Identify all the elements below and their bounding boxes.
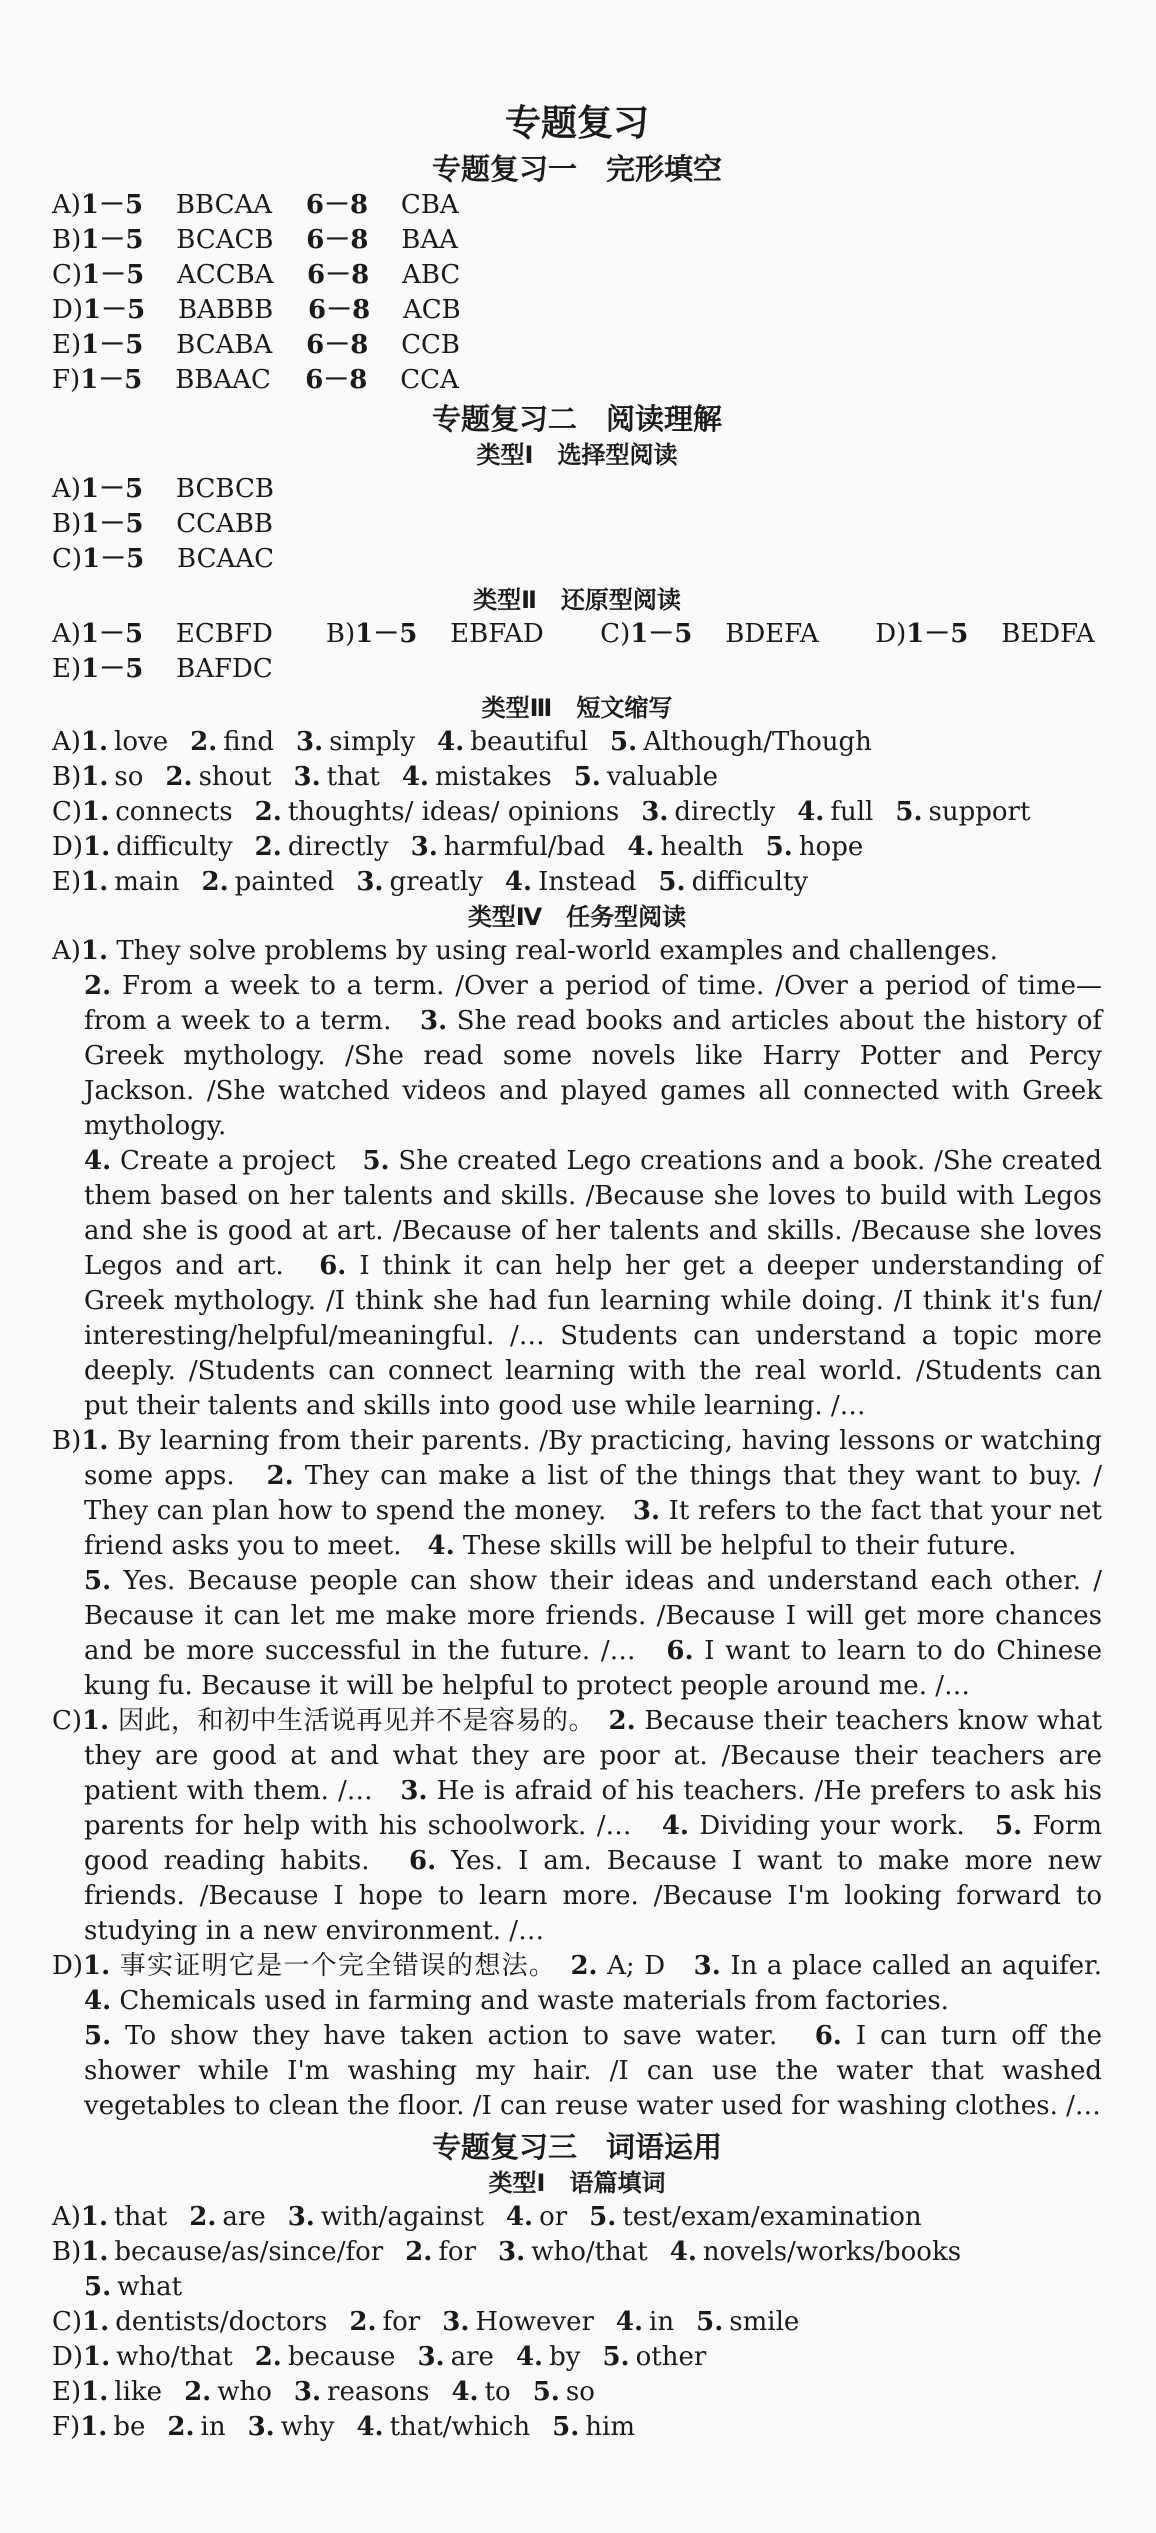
range-label: 1－5 bbox=[80, 365, 143, 395]
item-label: D) bbox=[52, 2342, 83, 2372]
answer-line bbox=[52, 830, 1102, 865]
answer-word: that bbox=[114, 2202, 168, 2232]
answer-sentence: Form good reading habits. bbox=[84, 1811, 1102, 1876]
range-label: 6－8 bbox=[306, 225, 369, 255]
answer-word: novels/works/books bbox=[702, 2237, 962, 2267]
answer-paragraph bbox=[82, 1706, 1102, 1946]
item-number: 6. bbox=[814, 2021, 842, 2051]
item-label: A) bbox=[52, 474, 81, 504]
answer-line bbox=[52, 2200, 1102, 2235]
range-label: 6－8 bbox=[305, 365, 368, 395]
answer-line bbox=[52, 507, 1102, 542]
answer-paragraph bbox=[83, 1951, 1128, 2016]
item-number: 3. bbox=[442, 2307, 470, 2337]
answer-sentence: He is afraid of his teachers. /He prefers to ask his parents for help with his schoolwork. /… bbox=[84, 1776, 1102, 1841]
task-answer-D bbox=[52, 1949, 1128, 2019]
answer-word: love bbox=[114, 727, 169, 757]
answer-text: CCB bbox=[401, 330, 461, 360]
item-number: 4. bbox=[797, 797, 825, 827]
item-number: 4. bbox=[515, 2342, 544, 2372]
item-label: E) bbox=[52, 654, 82, 684]
answer-word: so bbox=[565, 2377, 595, 2407]
item-number: 5. bbox=[589, 2202, 617, 2232]
answer-sentence: Yes. I am. Because I want to make more new friends. /Because I hope to learn more. /Because I'm looking forward to studying in a new environment. /… bbox=[84, 1846, 1102, 1946]
item-number: 1. bbox=[81, 1426, 109, 1456]
answer-word: beautiful bbox=[470, 727, 589, 757]
answer-word: like bbox=[114, 2377, 163, 2407]
word-fill-answers bbox=[52, 2200, 1102, 2445]
answer-page bbox=[52, 100, 1128, 2445]
item-label: E) bbox=[52, 2377, 82, 2407]
item-number: 1. bbox=[83, 1951, 111, 1981]
range-label: 1－5 bbox=[81, 509, 144, 539]
answer-word: hope bbox=[798, 832, 864, 862]
answer-sentence: By learning from their parents. /By practicing, having lessons or watching some apps. bbox=[84, 1426, 1102, 1491]
item-number: 2. bbox=[165, 762, 193, 792]
item-label: B) bbox=[52, 509, 82, 539]
answer-word: shout bbox=[198, 762, 272, 792]
answer-text: CBA bbox=[400, 190, 459, 220]
item-number: 3. bbox=[296, 727, 324, 757]
answer-word: who/that bbox=[116, 2342, 233, 2372]
answer-word: mistakes bbox=[434, 762, 552, 792]
answer-word: Although/Though bbox=[643, 727, 872, 757]
item-number: 2. bbox=[570, 1951, 598, 1981]
answer-word: test/exam/examination bbox=[622, 2202, 922, 2232]
answer-word: what bbox=[117, 2272, 183, 2302]
item-number: 3. bbox=[400, 1776, 428, 1806]
answer-word: reasons bbox=[327, 2377, 430, 2407]
answer-word: directly bbox=[287, 832, 389, 862]
answer-word: smile bbox=[729, 2307, 800, 2337]
item-number: 1. bbox=[82, 1706, 110, 1736]
answer-word: However bbox=[475, 2307, 594, 2337]
summary-writing-answers bbox=[52, 725, 1102, 900]
answer-word: to bbox=[484, 2377, 511, 2407]
item-number: 4. bbox=[401, 762, 429, 792]
answer-sentence: Yes. Because people can show their ideas and understand each other. / Because it can let me make more friends. /Because I will get more chances and be more successful in the future. /… bbox=[84, 1566, 1102, 1666]
answer-paragraph bbox=[52, 1564, 1102, 1704]
item-number: 5. bbox=[84, 2272, 112, 2302]
item-label: D) bbox=[52, 1951, 83, 1981]
answer-sentence: I think it can help her get a deeper understanding of Greek mythology. /I think she had fun learning while doing. /I think it's fun/ interesting/helpful/meaningful. /… Students can understand a topic more deeply. /Students can connect learning with the real world. /Students can put their talents and skills into good use while learning. /… bbox=[84, 1251, 1102, 1421]
item-number: 1. bbox=[82, 2307, 110, 2337]
answer-line bbox=[52, 2305, 1102, 2340]
answer-word: find bbox=[223, 727, 275, 757]
task-answer-B bbox=[52, 1424, 1102, 1564]
answer-word: directly bbox=[674, 797, 776, 827]
answer-sentence: From a week to a term. /Over a period of time. /Over a period of time—from a week to a term. bbox=[84, 971, 1102, 1036]
item-number: 3. bbox=[632, 1496, 661, 1526]
range-label: 6－8 bbox=[308, 295, 371, 325]
item-number: 3. bbox=[417, 2342, 445, 2372]
answer-text: ACB bbox=[403, 295, 461, 325]
answer-sentence: They solve problems by using real-world examples and challenges. bbox=[108, 936, 998, 966]
answer-text: ECBFD bbox=[175, 619, 273, 649]
answer-word: with/against bbox=[320, 2202, 484, 2232]
answer-text: EBFAD bbox=[450, 619, 544, 649]
answer-word: so bbox=[114, 762, 144, 792]
answer-text: BCACB bbox=[176, 225, 274, 255]
item-number: 3. bbox=[693, 1951, 721, 1981]
item-number: 5. bbox=[602, 2342, 630, 2372]
answer-word: simply bbox=[329, 727, 416, 757]
answer-word: greatly bbox=[389, 867, 483, 897]
answer-word: thoughts/ ideas/ opinions bbox=[287, 797, 620, 827]
subheading-type-3: 类型Ⅲ 短文缩写 bbox=[481, 694, 673, 722]
answer-line bbox=[52, 2270, 1102, 2305]
range-label: 1－5 bbox=[82, 260, 145, 290]
answer-word: that/which bbox=[389, 2412, 531, 2442]
task-answer-C bbox=[52, 1704, 1102, 1949]
item-label: F) bbox=[52, 2412, 81, 2442]
item-label: F) bbox=[52, 365, 81, 395]
item-label: B) bbox=[325, 619, 356, 649]
answer-sentence: Because their teachers know what they are good at and what they are poor at. /Because their teachers are patient with them. /… bbox=[84, 1706, 1102, 1806]
item-number: 1. bbox=[81, 762, 109, 792]
item-number: 1. bbox=[80, 936, 109, 966]
range-label: 1－5 bbox=[80, 619, 144, 649]
item-number: 4. bbox=[661, 1811, 689, 1841]
range-label: 1－5 bbox=[630, 619, 693, 649]
answer-line bbox=[52, 760, 1102, 795]
subheading-type-2: 类型Ⅱ 还原型阅读 bbox=[473, 586, 681, 614]
item-label: C) bbox=[52, 2307, 83, 2337]
answer-sentence: These skills will be helpful to their future. bbox=[454, 1531, 1017, 1561]
answer-line bbox=[52, 617, 1102, 652]
item-number: 2. bbox=[184, 2377, 212, 2407]
answer-text: ABC bbox=[402, 260, 461, 290]
answer-word: valuable bbox=[606, 762, 718, 792]
item-label: B) bbox=[52, 762, 82, 792]
range-label: 6－8 bbox=[305, 190, 369, 220]
section-heading-reading: 专题复习二 阅读理解 bbox=[431, 402, 722, 436]
reading-choice-answers bbox=[52, 472, 1102, 577]
answer-word: connects bbox=[115, 797, 233, 827]
answer-sentence: 因此，和初中生活说再见并不是容易的。 bbox=[109, 1706, 609, 1736]
answer-word: Instead bbox=[538, 867, 637, 897]
item-number: 5. bbox=[362, 1146, 390, 1176]
item-number: 3. bbox=[356, 867, 384, 897]
answer-text: BDEFA bbox=[725, 619, 819, 649]
answer-sentence: She created Lego creations and a book. /She created them based on her talents and skills. /Because she loves to build with Legos and she is good at art. /Because of her talents and skills. /Because she loves Legos and art. bbox=[84, 1146, 1102, 1281]
answer-word: for bbox=[438, 2237, 477, 2267]
item-number: 5. bbox=[610, 727, 638, 757]
answer-sentence: It refers to the fact that your net friend asks you to meet. bbox=[84, 1496, 1102, 1561]
answer-word: are bbox=[222, 2202, 266, 2232]
item-number: 4. bbox=[451, 2377, 479, 2407]
item-label: A) bbox=[52, 619, 81, 649]
item-number: 4. bbox=[84, 1146, 112, 1176]
answer-sentence: To show they have taken action to save water. bbox=[111, 2021, 815, 2051]
item-number: 2. bbox=[190, 727, 218, 757]
item-number: 3. bbox=[498, 2237, 526, 2267]
item-label: E) bbox=[52, 867, 82, 897]
answer-line bbox=[52, 258, 1102, 293]
item-number: 4. bbox=[504, 867, 533, 897]
section-heading-word-use: 专题复习三 词语运用 bbox=[431, 2130, 722, 2164]
answer-word: who/that bbox=[531, 2237, 648, 2267]
item-number: 4. bbox=[615, 2307, 644, 2337]
range-label: 1－5 bbox=[355, 619, 418, 649]
item-number: 6. bbox=[666, 1636, 694, 1666]
item-number: 2. bbox=[254, 2342, 282, 2372]
answer-text: BCAAC bbox=[177, 544, 274, 574]
item-label: D) bbox=[875, 619, 907, 649]
item-number: 2. bbox=[167, 2412, 195, 2442]
range-label: 1－5 bbox=[81, 330, 144, 360]
item-number: 5. bbox=[532, 2377, 560, 2407]
answer-text: BBCAA bbox=[175, 190, 273, 220]
answer-text: BEDFA bbox=[1001, 619, 1095, 649]
item-number: 2. bbox=[266, 1461, 294, 1491]
answer-text: BAA bbox=[401, 225, 458, 255]
item-label: B) bbox=[52, 225, 82, 255]
range-label: 1－5 bbox=[80, 474, 144, 504]
cloze-answers bbox=[52, 188, 1102, 398]
item-label: E) bbox=[52, 330, 82, 360]
answer-sentence: Create a project bbox=[111, 1146, 363, 1176]
range-label: 1－5 bbox=[81, 225, 144, 255]
answer-word: main bbox=[114, 867, 180, 897]
item-number: 1. bbox=[80, 2412, 108, 2442]
item-number: 6. bbox=[319, 1251, 347, 1281]
answer-line bbox=[52, 725, 1102, 760]
item-label: A) bbox=[52, 2202, 81, 2232]
answer-word: difficulty bbox=[116, 832, 233, 862]
answer-line bbox=[52, 2375, 1102, 2410]
page-title: 专题复习 bbox=[504, 103, 649, 144]
item-number: 1. bbox=[82, 797, 110, 827]
answer-line bbox=[52, 2410, 1102, 2445]
item-number: 4. bbox=[427, 1531, 455, 1561]
item-number: 3. bbox=[293, 2377, 322, 2407]
answer-word: harmful/bad bbox=[443, 832, 606, 862]
item-label: A) bbox=[52, 727, 81, 757]
answer-word: because/as/since/for bbox=[114, 2237, 384, 2267]
answer-text: BAFDC bbox=[176, 654, 273, 684]
answer-sentence: I can turn off the shower while I'm washing my hair. /I can use the water that washed vegetables to clean the floor. /I can reuse water used for washing clothes. /… bbox=[84, 2021, 1102, 2121]
answer-word: difficulty bbox=[691, 867, 809, 897]
answer-word: health bbox=[660, 832, 744, 862]
item-number: 5. bbox=[573, 762, 601, 792]
section-heading-cloze: 专题复习一 完形填空 bbox=[431, 152, 722, 186]
item-number: 1. bbox=[81, 867, 109, 897]
item-number: 4. bbox=[356, 2412, 384, 2442]
answer-line bbox=[52, 865, 1102, 900]
item-number: 2. bbox=[405, 2237, 433, 2267]
answer-word: who bbox=[217, 2377, 272, 2407]
item-label: A) bbox=[52, 936, 81, 966]
answer-word: or bbox=[539, 2202, 568, 2232]
answer-word: full bbox=[830, 797, 874, 827]
answer-sentence: A; D bbox=[597, 1951, 694, 1981]
range-label: 6－8 bbox=[307, 260, 370, 290]
item-number: 3. bbox=[641, 797, 669, 827]
answer-text: ACCBA bbox=[177, 260, 274, 290]
item-number: 3. bbox=[419, 1006, 448, 1036]
answer-sentence: Chemicals used in farming and waste materials from factories. bbox=[111, 1986, 949, 2016]
answer-paragraph bbox=[52, 2019, 1102, 2124]
item-number: 1. bbox=[83, 832, 111, 862]
item-number: 2. bbox=[254, 832, 282, 862]
range-label: 1－5 bbox=[82, 544, 145, 574]
item-number: 1. bbox=[80, 2202, 109, 2232]
answer-line bbox=[52, 363, 1102, 398]
item-label: D) bbox=[52, 295, 83, 325]
answer-word: painted bbox=[234, 867, 335, 897]
task-reading-answers bbox=[52, 934, 1128, 2124]
answer-line bbox=[52, 2235, 1102, 2270]
item-number: 5. bbox=[84, 2021, 112, 2051]
answer-paragraph bbox=[52, 1144, 1102, 1424]
answer-sentence: She read books and articles about the history of Greek mythology. /She read some novels like Harry Potter and Percy Jackson. /She watched videos and played games all connected with Greek mythology. bbox=[84, 1006, 1102, 1141]
item-number: 5. bbox=[658, 867, 686, 897]
answer-line bbox=[52, 652, 1102, 687]
item-label: B) bbox=[52, 1426, 82, 1456]
answer-sentence: Dividing your work. bbox=[688, 1811, 996, 1841]
item-number: 2. bbox=[189, 2202, 217, 2232]
item-label: C) bbox=[52, 797, 83, 827]
range-label: 1－5 bbox=[906, 619, 969, 649]
answer-text: BCBCB bbox=[175, 474, 274, 504]
item-label: A) bbox=[52, 190, 81, 220]
answer-text: BBAAC bbox=[175, 365, 271, 395]
item-number: 3. bbox=[287, 2202, 315, 2232]
subheading-type-4: 类型Ⅳ 任务型阅读 bbox=[467, 903, 687, 931]
item-label: C) bbox=[52, 1706, 83, 1736]
item-number: 3. bbox=[247, 2412, 275, 2442]
item-number: 3. bbox=[410, 832, 438, 862]
answer-word: in bbox=[200, 2412, 226, 2442]
item-label: B) bbox=[52, 2237, 82, 2267]
answer-paragraph bbox=[81, 936, 998, 966]
item-number: 4. bbox=[669, 2237, 697, 2267]
item-number: 2. bbox=[349, 2307, 377, 2337]
answer-sentence: They can make a list of the things that they want to buy. / They can plan how to spend the money. bbox=[84, 1461, 1102, 1526]
answer-text: BCABA bbox=[176, 330, 273, 360]
item-number: 1. bbox=[81, 2237, 109, 2267]
item-number: 2. bbox=[84, 971, 112, 1001]
item-label: C) bbox=[52, 260, 83, 290]
answer-word: support bbox=[928, 797, 1031, 827]
item-number: 3. bbox=[293, 762, 321, 792]
answer-line bbox=[52, 795, 1102, 830]
range-label: 1－5 bbox=[81, 654, 144, 684]
answer-paragraph bbox=[81, 1426, 1102, 1561]
item-number: 4. bbox=[505, 2202, 534, 2232]
answer-line bbox=[52, 188, 1102, 223]
item-label: C) bbox=[600, 619, 631, 649]
reading-restore-answers bbox=[52, 617, 1102, 687]
answer-word: because bbox=[287, 2342, 396, 2372]
answer-word: for bbox=[382, 2307, 421, 2337]
range-label: 1－5 bbox=[80, 190, 144, 220]
answer-word: in bbox=[649, 2307, 675, 2337]
item-number: 1. bbox=[83, 2342, 111, 2372]
answer-word: other bbox=[635, 2342, 707, 2372]
item-number: 5. bbox=[552, 2412, 580, 2442]
item-label: D) bbox=[52, 832, 83, 862]
item-number: 2. bbox=[254, 797, 282, 827]
answer-text: CCA bbox=[400, 365, 459, 395]
answer-word: by bbox=[549, 2342, 581, 2372]
item-number: 5. bbox=[765, 832, 793, 862]
answer-line bbox=[52, 2340, 1102, 2375]
answer-paragraph bbox=[52, 969, 1102, 1144]
answer-line bbox=[52, 328, 1102, 363]
answer-line bbox=[52, 293, 1102, 328]
item-number: 2. bbox=[608, 1706, 636, 1736]
answer-sentence: 事实证明它是一个完全错误的想法。 bbox=[110, 1951, 571, 1981]
item-number: 5. bbox=[696, 2307, 724, 2337]
item-number: 4. bbox=[84, 1986, 112, 2016]
answer-line bbox=[52, 472, 1102, 507]
answer-line bbox=[52, 223, 1102, 258]
answer-word: that bbox=[326, 762, 380, 792]
answer-text: BABBB bbox=[178, 295, 274, 325]
answer-text: CCABB bbox=[176, 509, 274, 539]
item-label: C) bbox=[52, 544, 83, 574]
item-number: 5. bbox=[895, 797, 923, 827]
answer-word: him bbox=[585, 2412, 636, 2442]
range-label: 1－5 bbox=[83, 295, 146, 325]
task-answer-A bbox=[52, 934, 1102, 969]
answer-line bbox=[52, 542, 1102, 577]
item-number: 4. bbox=[437, 727, 465, 757]
item-number: 2. bbox=[201, 867, 229, 897]
answer-word: why bbox=[280, 2412, 335, 2442]
subheading-type-1: 类型Ⅰ 选择型阅读 bbox=[476, 441, 678, 469]
answer-sentence: I want to learn to do Chinese kung fu. Because it will be helpful to protect people around me. /… bbox=[84, 1636, 1103, 1701]
item-number: 1. bbox=[81, 2377, 109, 2407]
item-number: 6. bbox=[409, 1846, 437, 1876]
item-number: 1. bbox=[80, 727, 109, 757]
answer-word: dentists/doctors bbox=[115, 2307, 328, 2337]
answer-word: are bbox=[450, 2342, 494, 2372]
subheading-type-1-fill: 类型Ⅰ 语篇填词 bbox=[488, 2169, 666, 2197]
item-number: 4. bbox=[627, 832, 655, 862]
item-number: 5. bbox=[995, 1811, 1023, 1841]
range-label: 6－8 bbox=[306, 330, 369, 360]
item-number: 5. bbox=[84, 1566, 112, 1596]
answer-word: be bbox=[113, 2412, 146, 2442]
answer-sentence: In a place called an aquifer. bbox=[720, 1951, 1128, 1981]
